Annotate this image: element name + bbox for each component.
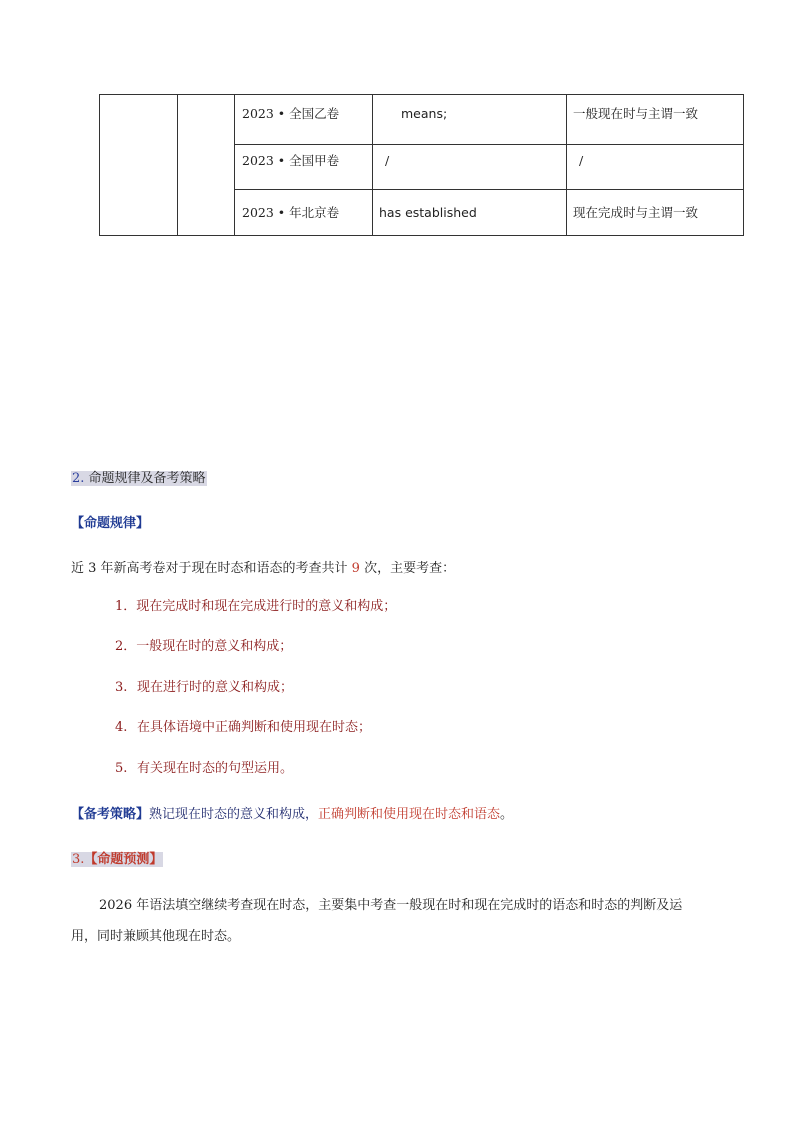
table-cell-empty bbox=[100, 95, 178, 236]
prediction-line-1: 2026 年语法填空继续考查现在时态，主要集中考查一般现在时和现在完成时的语态和时态的判断及运 bbox=[99, 898, 683, 913]
table-cell-answer: / bbox=[373, 145, 567, 190]
table-cell-answer: means; bbox=[373, 95, 567, 145]
table-cell-answer: has established bbox=[373, 190, 567, 236]
list-item-text: 在具体语境中正确判断和使用现在时态； bbox=[137, 720, 372, 735]
section-3-heading bbox=[71, 851, 163, 869]
rules-heading: 【命题规律】 bbox=[71, 516, 150, 531]
list-item bbox=[115, 638, 292, 656]
list-item bbox=[115, 598, 396, 616]
table-cell-note: / bbox=[567, 145, 744, 190]
list-item bbox=[115, 679, 293, 697]
strategy-line bbox=[71, 806, 513, 824]
list-item-text: 有关现在时态的句型运用。 bbox=[137, 761, 294, 776]
table-row bbox=[100, 95, 744, 145]
strategy-text-b: 正确判断和使用现在时态和语态 bbox=[318, 807, 501, 822]
rules-intro-a: 近 3 年新高考卷对于现在时态和语态的考查共计 bbox=[71, 561, 348, 576]
list-item-text: 现在完成时和现在完成进行时的意义和构成； bbox=[136, 599, 397, 614]
rules-intro bbox=[71, 560, 455, 578]
list-item-number: 3. bbox=[115, 680, 128, 695]
table-cell-empty bbox=[178, 95, 235, 236]
table-cell-paper: 2023 • 全国乙卷 bbox=[235, 95, 373, 145]
list-item bbox=[115, 760, 293, 778]
strategy-text-a: 熟记现在时态的意义和构成， bbox=[149, 807, 319, 822]
section-2-heading bbox=[71, 470, 207, 488]
section-3-title: 【命题预测】 bbox=[84, 852, 163, 867]
strategy-text-c: 。 bbox=[500, 807, 514, 822]
table-cell-paper: 2023 • 年北京卷 bbox=[235, 190, 373, 236]
list-item bbox=[115, 719, 371, 737]
rules-intro-b: 次，主要考查： bbox=[364, 561, 456, 576]
prediction-line-2: 用，同时兼顾其他现在时态。 bbox=[71, 929, 241, 944]
rules-intro-count: 9 bbox=[347, 561, 365, 576]
list-item-number: 1． bbox=[115, 599, 137, 614]
exam-table bbox=[99, 94, 744, 236]
section-2-title: 命题规律及备考策略 bbox=[88, 471, 206, 486]
table-cell-note: 现在完成时与主谓一致 bbox=[567, 190, 744, 236]
section-2-number: 2. bbox=[72, 471, 85, 486]
table-cell-note: 一般现在时与主谓一致 bbox=[567, 95, 744, 145]
table-cell-paper: 2023 • 全国甲卷 bbox=[235, 145, 373, 190]
list-item-number: 2． bbox=[115, 639, 137, 654]
strategy-heading: 【备考策略】 bbox=[71, 807, 150, 822]
list-item-text: 现在进行时的意义和构成； bbox=[137, 680, 294, 695]
list-item-number: 5. bbox=[115, 761, 128, 776]
section-3-number: 3. bbox=[72, 852, 85, 867]
list-item-number: 4. bbox=[115, 720, 128, 735]
list-item-text: 一般现在时的意义和构成； bbox=[136, 639, 293, 654]
